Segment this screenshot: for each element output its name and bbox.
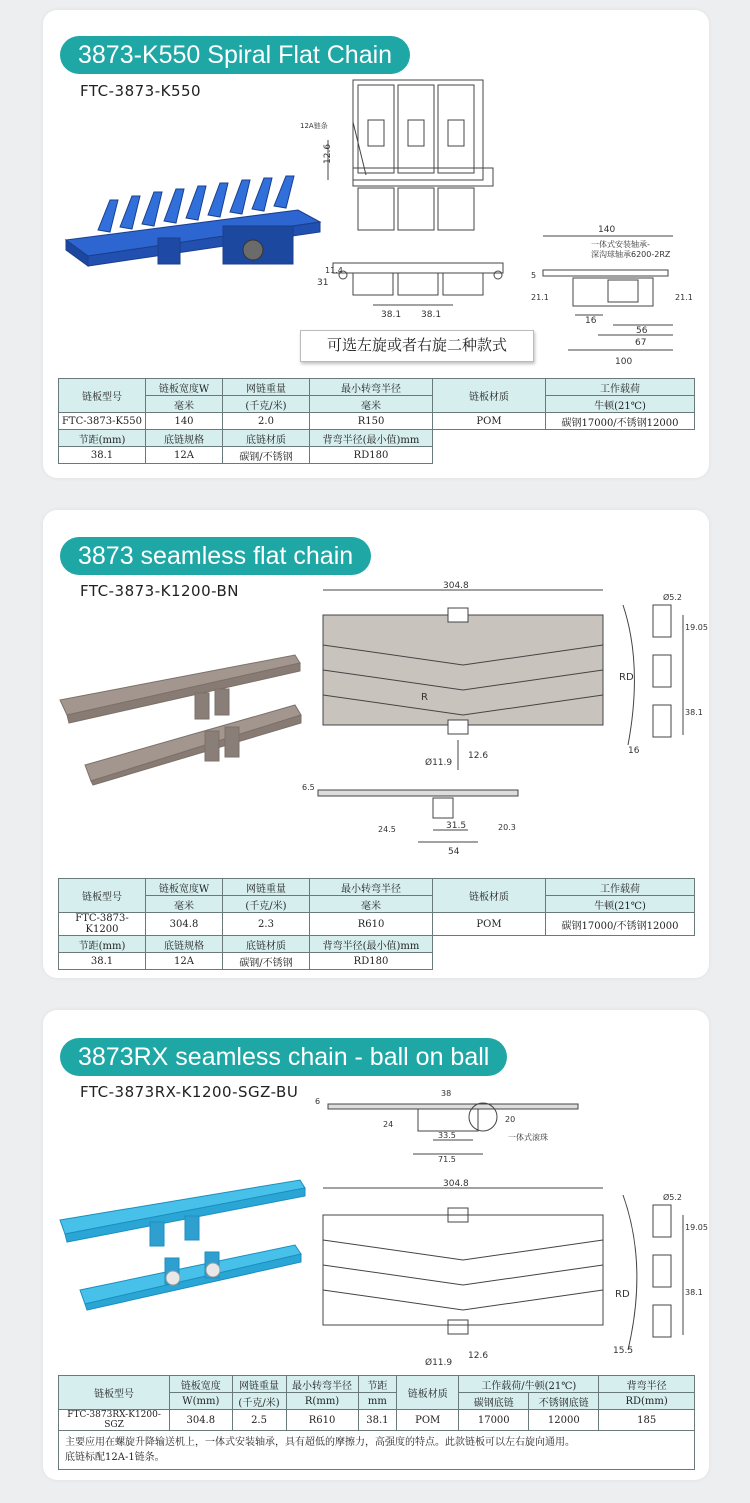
note-line-2: 底链标配12A-1链条。 — [65, 1452, 165, 1463]
dim-11-9: Ø11.9 — [425, 758, 453, 768]
front-view-drawing — [313, 1180, 613, 1380]
td-width: 304.8 — [146, 913, 223, 936]
dim-24: 24 — [383, 1120, 394, 1129]
td-radius: R610 — [286, 1410, 358, 1431]
dim-6: 6 — [315, 1097, 321, 1106]
product-card-k1200 — [43, 510, 709, 978]
dim-16: 16 — [585, 316, 597, 326]
td-model: FTC-3873-K550 — [59, 413, 146, 430]
th-radius: 最小转弯半径 — [310, 879, 433, 896]
note-line-1: 主要应用在螺旋升降输送机上，一体式安装轴承，具有超低的摩擦力，高强度的特点。此款链板可以左右旋向通用。 — [65, 1437, 575, 1448]
product-photo — [55, 1170, 310, 1310]
th-load-unit: 牛顿(21℃) — [546, 396, 695, 413]
dim-pitch-b: 38.1 — [421, 310, 442, 320]
th-back-unit: RD(mm) — [599, 1393, 695, 1410]
th-material: 链板材质 — [397, 1376, 459, 1410]
td-pitch: 38.1 — [358, 1410, 397, 1431]
dim-20-3: 20.3 — [498, 823, 516, 832]
roller-note: 一体式滚珠 — [508, 1133, 548, 1142]
td-weight: 2.3 — [223, 913, 310, 936]
th-radius-unit: 毫米 — [310, 396, 433, 413]
td-radius: R150 — [310, 413, 433, 430]
th-base-mat: 底链材质 — [223, 430, 310, 447]
td-weight: 2.0 — [223, 413, 310, 430]
dim-15-5: 15.5 — [613, 1346, 634, 1356]
th-load-ss: 不锈钢底链 — [529, 1393, 599, 1410]
model-code: FTC-3873-K1200-BN — [80, 582, 240, 600]
chain-profile-drawing — [613, 1185, 708, 1360]
th-pitch: 节距(mm) — [59, 430, 146, 447]
th-width: 链板宽度W — [146, 879, 223, 896]
dim-67: 67 — [635, 338, 647, 348]
dim-11-4: 11.4 — [325, 266, 343, 275]
dim-5-2: Ø5.2 — [663, 593, 683, 602]
dim-100: 100 — [615, 357, 633, 367]
td-base-mat: 碳钢/不锈钢 — [223, 953, 310, 970]
front-view-drawing — [313, 580, 613, 780]
td-load: 碳钢17000/不锈钢12000 — [546, 913, 695, 936]
section-drawing — [513, 220, 703, 370]
label-rd: RD — [619, 672, 634, 683]
th-load-unit: 牛顿(21℃) — [546, 896, 695, 913]
th-width-unit: 毫米 — [146, 896, 223, 913]
th-width-unit: 毫米 — [146, 396, 223, 413]
th-model: 链板型号 — [59, 1376, 170, 1410]
td-pitch: 38.1 — [59, 953, 146, 970]
th-back: 背弯半径 — [599, 1376, 695, 1393]
th-material: 链板材质 — [433, 379, 546, 413]
empty-cell — [433, 936, 695, 970]
empty-cell — [433, 430, 695, 464]
dim-12-6: 12.6 — [323, 143, 333, 164]
th-radius-unit: 毫米 — [310, 896, 433, 913]
th-model: 链板型号 — [59, 379, 146, 413]
top-view-drawing — [298, 80, 508, 245]
dim-12-6: 12.6 — [468, 1351, 489, 1361]
card-title: 3873 seamless flat chain — [60, 537, 371, 575]
th-load: 工作载荷/牛顿(21℃) — [459, 1376, 599, 1393]
td-base: 12A — [146, 447, 223, 464]
td-model: FTC-3873RX-K1200-SGZ — [59, 1410, 170, 1431]
th-pitch: 节距(mm) — [59, 936, 146, 953]
dim-38-1: 38.1 — [685, 708, 703, 717]
label-r: R — [421, 692, 428, 703]
th-width-unit: W(mm) — [170, 1393, 232, 1410]
note-cell — [59, 1431, 695, 1470]
th-load: 工作载荷 — [546, 879, 695, 896]
dim-19-05: 19.05 — [685, 623, 708, 632]
td-back: RD180 — [310, 953, 433, 970]
td-weight: 2.5 — [232, 1410, 286, 1431]
td-radius: R610 — [310, 913, 433, 936]
dim-33-5: 33.5 — [438, 1131, 456, 1140]
spec-table — [58, 1375, 695, 1470]
th-weight: 网链重量 — [223, 379, 310, 396]
dim-pitch-a: 38.1 — [381, 310, 402, 320]
th-pitch-unit: mm — [358, 1393, 397, 1410]
dim-20: 20 — [505, 1115, 516, 1124]
th-back: 背弯半径(最小值)mm — [310, 936, 433, 953]
th-load: 工作载荷 — [546, 379, 695, 396]
th-back: 背弯半径(最小值)mm — [310, 430, 433, 447]
td-base-mat: 碳钢/不锈钢 — [223, 447, 310, 464]
th-weight-unit: (千克/米) — [232, 1393, 286, 1410]
dim-5: 5 — [531, 271, 537, 280]
dim-38: 38 — [441, 1089, 452, 1098]
th-radius: 最小转弯半径 — [286, 1376, 358, 1393]
td-material: POM — [433, 413, 546, 430]
td-load-cs: 17000 — [459, 1410, 529, 1431]
product-card-k550 — [43, 10, 709, 478]
side-view-drawing — [313, 245, 513, 325]
dim-71-5: 71.5 — [438, 1155, 456, 1164]
th-model: 链板型号 — [59, 879, 146, 913]
dim-38-1: 38.1 — [685, 1288, 703, 1297]
dim-19-05: 19.05 — [685, 1223, 708, 1232]
dim-16: 16 — [628, 746, 640, 756]
dim-304-8: 304.8 — [443, 581, 469, 591]
dim-140: 140 — [598, 225, 616, 235]
td-back: 185 — [599, 1410, 695, 1431]
th-base: 底链规格 — [146, 936, 223, 953]
td-width: 140 — [146, 413, 223, 430]
th-material: 链板材质 — [433, 879, 546, 913]
td-material: POM — [433, 913, 546, 936]
dim-12-6: 12.6 — [468, 751, 489, 761]
td-base: 12A — [146, 953, 223, 970]
th-base: 底链规格 — [146, 430, 223, 447]
th-weight-unit: (千克/米) — [223, 396, 310, 413]
option-note: 可选左旋或者右旋二种款式 — [300, 330, 534, 362]
card-title: 3873RX seamless chain - ball on ball — [60, 1038, 507, 1076]
th-weight: 网链重量 — [223, 879, 310, 896]
th-pitch: 节距 — [358, 1376, 397, 1393]
product-photo — [58, 170, 338, 280]
dim-6-5: 6.5 — [302, 783, 315, 792]
label-12a-chain: 12A链条 — [300, 122, 328, 130]
th-radius: 最小转弯半径 — [310, 379, 433, 396]
th-load-cs: 碳钢底链 — [459, 1393, 529, 1410]
model-code: FTC-3873-K550 — [80, 82, 202, 100]
bearing-note-1: 一体式安装轴承- — [591, 240, 650, 249]
model-code: FTC-3873RX-K1200-SGZ-BU — [80, 1083, 299, 1101]
dim-54: 54 — [448, 847, 460, 857]
th-weight-unit: (千克/米) — [223, 896, 310, 913]
dim-5-2: Ø5.2 — [663, 1193, 683, 1202]
td-load-ss: 12000 — [529, 1410, 599, 1431]
side-section-drawing — [298, 760, 528, 860]
td-back: RD180 — [310, 447, 433, 464]
product-card-3873rx — [43, 1010, 709, 1480]
dim-24-5: 24.5 — [378, 825, 396, 834]
th-width: 链板宽度W — [146, 379, 223, 396]
td-model: FTC-3873-K1200 — [59, 913, 146, 936]
dim-11-9: Ø11.9 — [425, 1358, 453, 1368]
td-width: 304.8 — [170, 1410, 232, 1431]
th-weight: 网链重量 — [232, 1376, 286, 1393]
dim-56: 56 — [636, 326, 648, 336]
dim-21-1-left: 21.1 — [531, 293, 549, 302]
product-photo — [55, 635, 305, 785]
td-load: 碳钢17000/不锈钢12000 — [546, 413, 695, 430]
dim-304-8: 304.8 — [443, 1179, 469, 1189]
td-material: POM — [397, 1410, 459, 1431]
th-width: 链板宽度 — [170, 1376, 232, 1393]
top-section-drawing — [313, 1082, 583, 1162]
td-pitch: 38.1 — [59, 447, 146, 464]
dim-31-5: 31.5 — [446, 821, 467, 831]
spec-table — [58, 378, 695, 464]
dim-21-1-right: 21.1 — [675, 293, 693, 302]
th-radius-unit: R(mm) — [286, 1393, 358, 1410]
bearing-note-2: 深沟球轴承6200-2RZ — [591, 250, 671, 259]
label-rd: RD — [615, 1289, 630, 1300]
dim-31: 31 — [317, 278, 329, 288]
chain-profile-drawing — [613, 585, 708, 760]
card-title: 3873-K550 Spiral Flat Chain — [60, 36, 410, 74]
th-base-mat: 底链材质 — [223, 936, 310, 953]
spec-table — [58, 878, 695, 970]
